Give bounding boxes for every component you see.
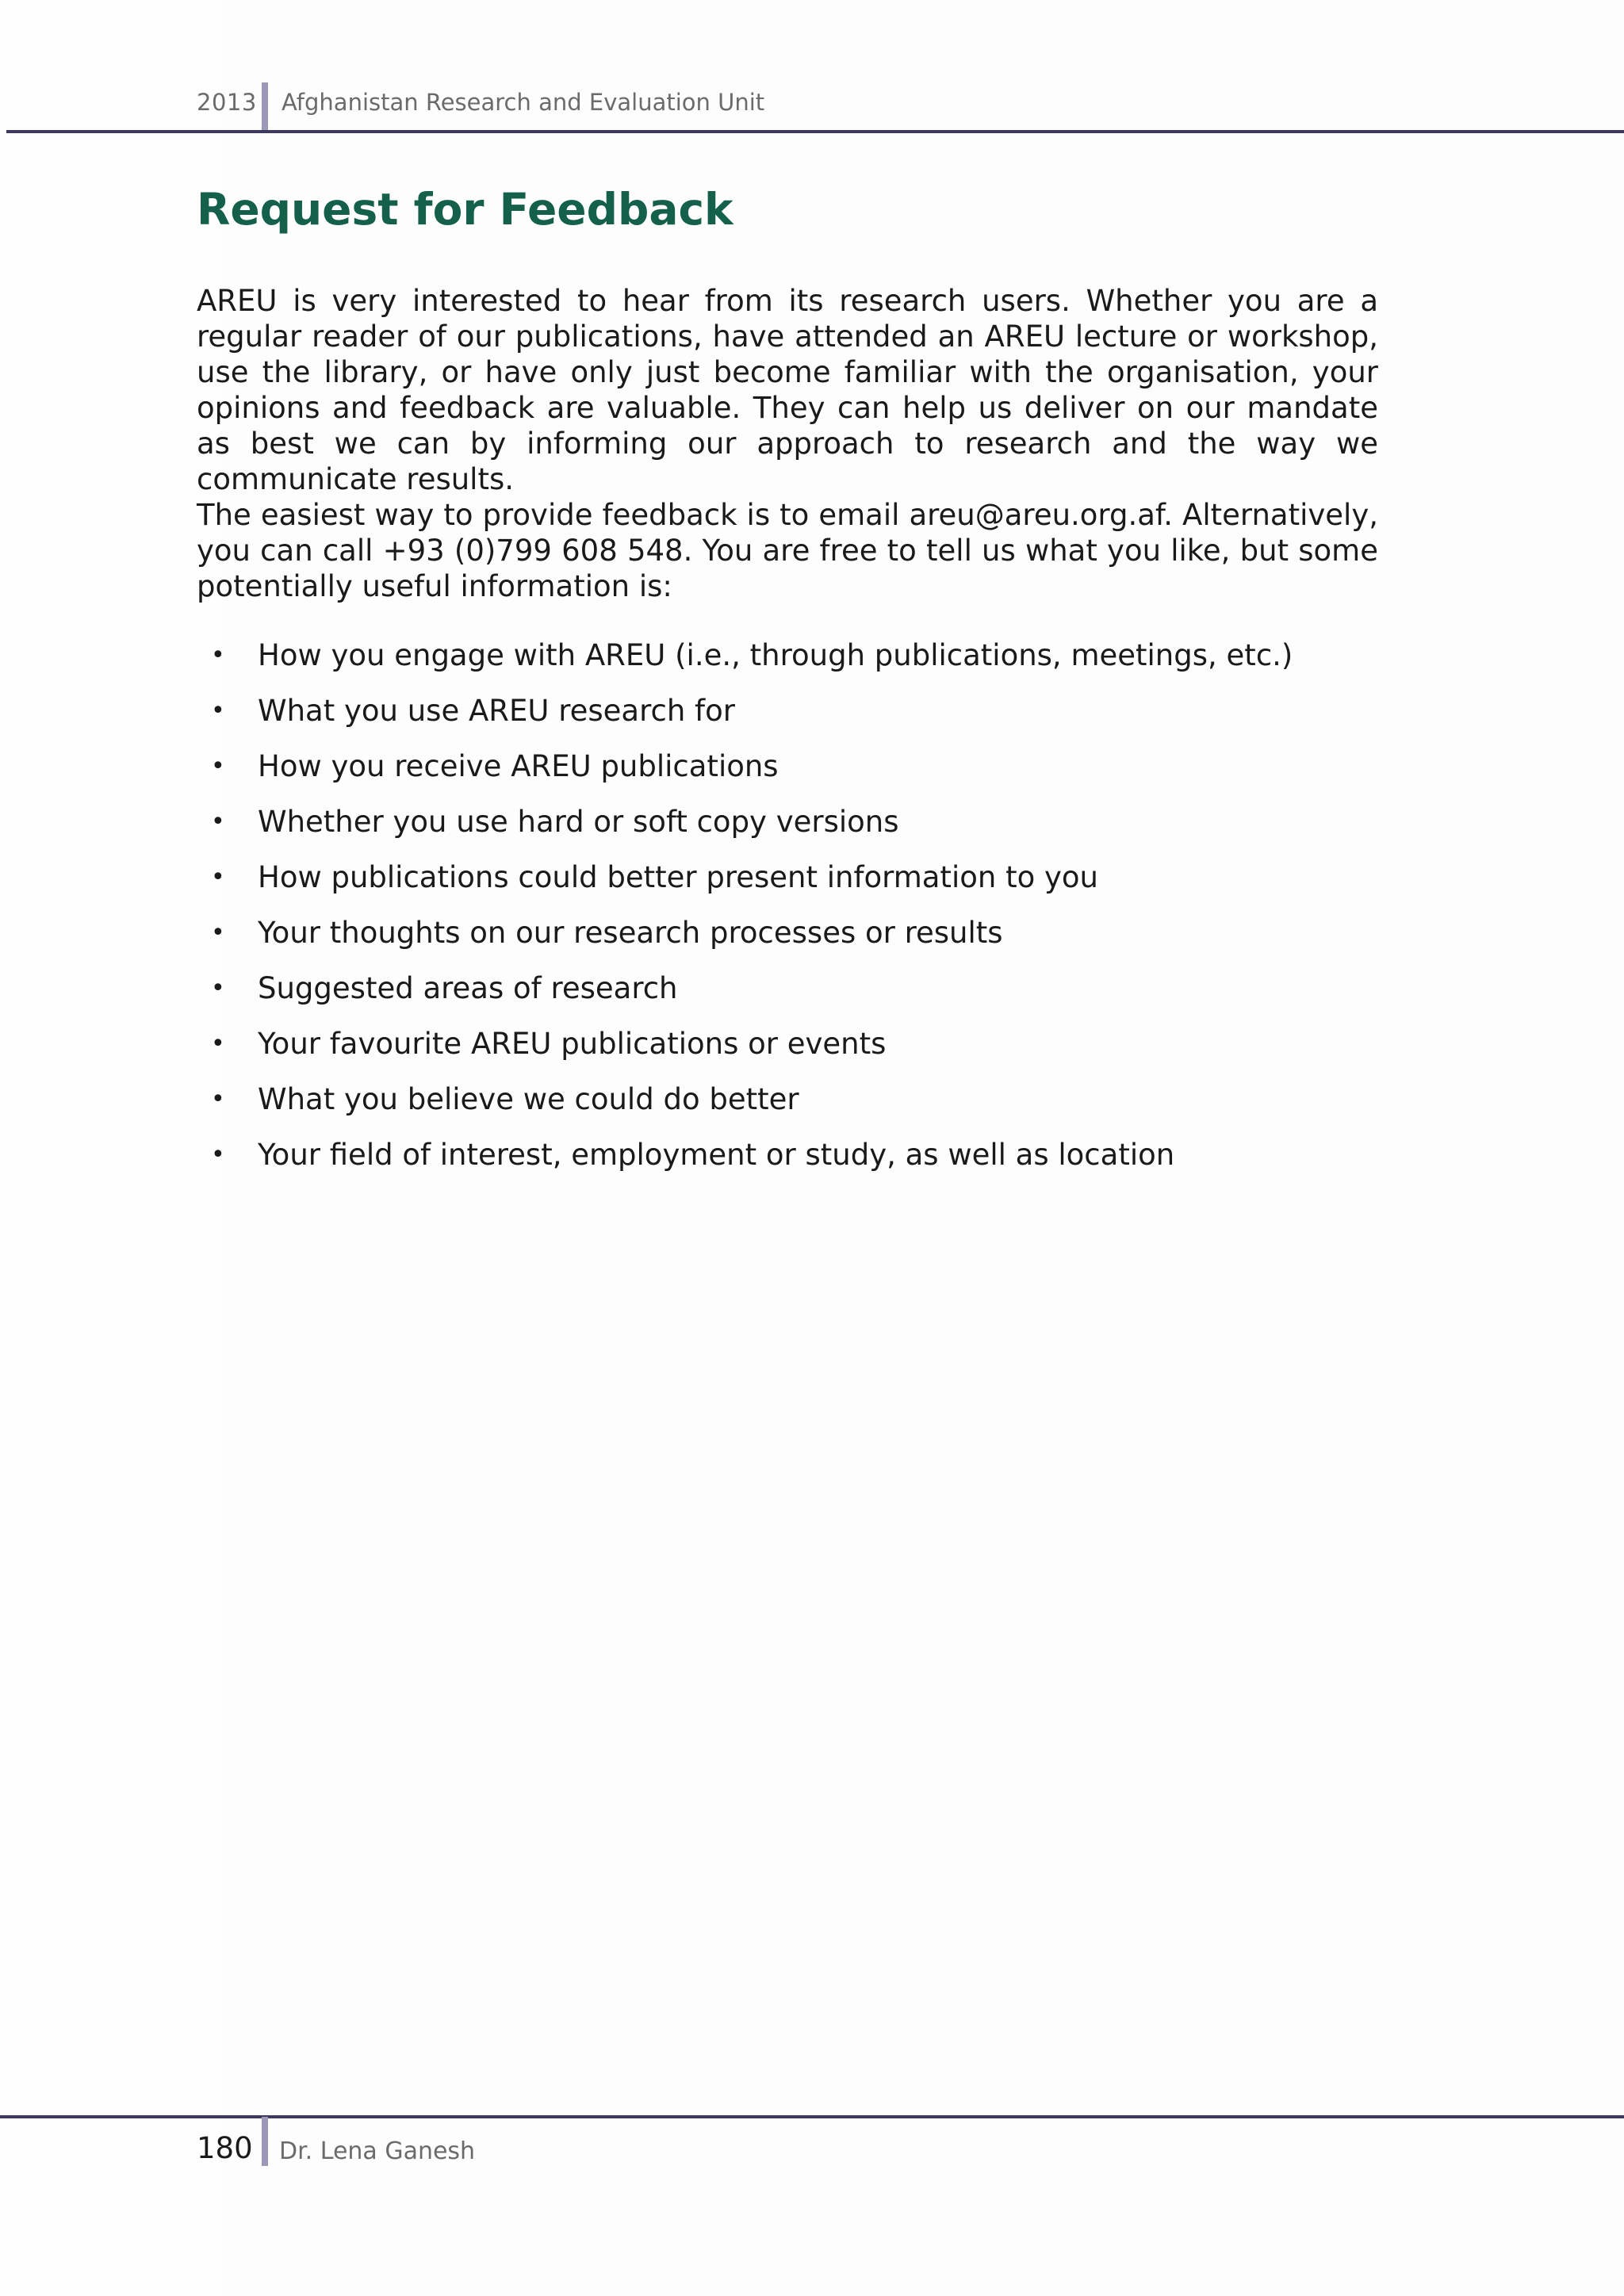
list-item-text: Your field of interest, employment or study, as well as location: [258, 1138, 1175, 1172]
contact-paragraph: The easiest way to provide feedback is to email areu@areu.org.af. Alternatively, you can call +93 (0)799 608 548. You are free to tell us what you like, but some potentially useful information is:: [197, 498, 1378, 603]
list-item: [197, 970, 1465, 1026]
list-item-text: Your favourite AREU publications or events: [258, 1027, 887, 1061]
list-item: [197, 859, 1465, 915]
list-item: [197, 1137, 1465, 1192]
list-item-text: Suggested areas of research: [258, 971, 678, 1005]
bullet-icon: •: [211, 808, 225, 836]
bullet-icon: •: [211, 919, 225, 947]
page-header: [0, 0, 1624, 135]
page-number: 180: [197, 2131, 253, 2165]
list-item: [197, 1026, 1465, 1081]
list-item-text: How you receive AREU publications: [258, 749, 779, 783]
bullet-icon: •: [211, 697, 225, 725]
list-item: [197, 915, 1465, 970]
list-item: [197, 1081, 1465, 1137]
list-item-text: Your thoughts on our research processes or results: [258, 916, 1003, 950]
bullet-icon: •: [211, 752, 225, 780]
list-item: [197, 804, 1465, 859]
header-year: 2013: [197, 89, 257, 116]
header-rule: [6, 130, 1624, 133]
list-item: [197, 637, 1465, 693]
bullet-icon: •: [211, 1030, 225, 1058]
footer-rule: [0, 2115, 1624, 2118]
footer-divider-bar: [262, 2117, 268, 2166]
bullet-icon: •: [211, 641, 225, 669]
page-title: Request for Feedback: [197, 184, 733, 235]
list-item: [197, 748, 1465, 804]
list-item-text: How you engage with AREU (i.e., through publications, meetings, etc.): [258, 638, 1293, 672]
header-divider-bar: [262, 82, 268, 132]
list-item-text: What you use AREU research for: [258, 694, 735, 728]
bullet-icon: •: [211, 1085, 225, 1113]
bullet-icon: •: [211, 974, 225, 1002]
feedback-topics-list: [197, 637, 1465, 1192]
list-item-text: Whether you use hard or soft copy versions: [258, 805, 899, 839]
list-item-text: How publications could better present information to you: [258, 860, 1098, 894]
list-item-text: What you believe we could do better: [258, 1082, 799, 1116]
intro-paragraph: AREU is very interested to hear from its research users. Whether you are a regular reader of our publications, have attended an AREU lecture or workshop, use the library, or have only just become familiar with the organisation, your opinions and feedback are valuable. They can help us deliver on our mandate as best we can by informing our approach to research and the way we communicate results.: [197, 284, 1378, 496]
bullet-icon: •: [211, 1141, 225, 1169]
header-organization: Afghanistan Research and Evaluation Unit: [282, 89, 765, 116]
list-item: [197, 693, 1465, 748]
bullet-icon: •: [211, 863, 225, 891]
page-margin: [0, 0, 219, 2296]
footer-author: Dr. Lena Ganesh: [279, 2137, 476, 2165]
